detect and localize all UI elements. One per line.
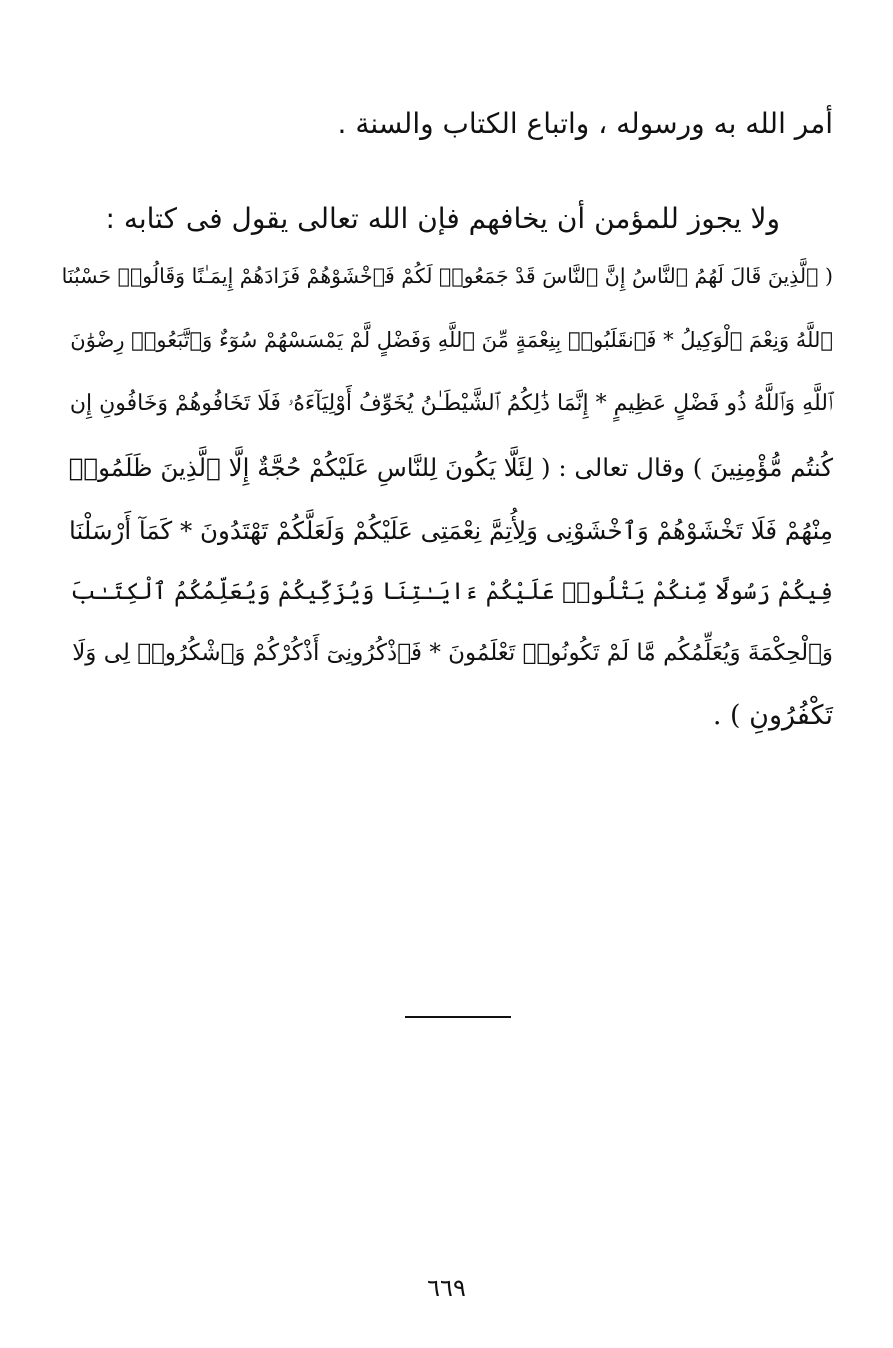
quran-line-5: مِنْهُمْ فَلَا تَخْشَوْهُمْ وَٱخْشَوْنِى وَلِأُتِمَّ نِعْمَتِى عَلَيْكُمْ وَلَعَلَّكُمْ تَهْتَدُونَ * كَمَآ أَرْسَلْنَا [69,516,833,545]
quran-line-3: ٱللَّهِ وَٱللَّهُ ذُو فَضْلٍ عَظِيمٍ * إِنَّمَا ذَٰلِكُمُ ٱلشَّيْطَـٰنُ يُخَوِّفُ أَوْلِيَآءَهُۥ فَلَا تَخَافُوهُمْ وَخَافُونِ إِن [69,391,833,416]
paragraph-2-line-1: ولا يجوز للمؤمن أن يخافهم فإن الله تعالى يقول فى كتابه : [105,202,780,235]
section-divider [405,1016,511,1018]
quran-line-2: ٱللَّهُ وَنِعْمَ ٱلْوَكِيلُ * فَٱنقَلَبُوا۟ بِنِعْمَةٍ مِّنَ ٱللَّهِ وَفَضْلٍ لَّمْ يَمْسَسْهُمْ سُوٓءٌ وَٱتَّبَعُوا۟ رِضْوَٰنَ [70,328,833,352]
quran-line-6: فِيكُمْ رَسُولًا مِّنكُمْ يَتْلُوا۟ عَلَيْكُمْ ءَايَـٰتِنَا وَيُزَكِّيكُمْ وَيُعَلِّمُكُمُ ٱلْكِتَـٰبَ [70,577,833,605]
quran-line-7: وَٱلْحِكْمَةَ وَيُعَلِّمُكُم مَّا لَمْ تَكُونُوا۟ تَعْلَمُونَ * فَٱذْكُرُونِىٓ أَذْكُرْكُمْ وَٱشْكُرُوا۟ لِى وَلَا [72,640,833,666]
quran-line-8: تَكْفُرُونِ ) . [712,700,833,731]
quran-line-4: كُنتُم مُّؤْمِنِينَ ) وقال تعالى : ( لِئَلَّا يَكُونَ لِلنَّاسِ عَلَيْكُمْ حُجَّةٌ إِلَّا ٱلَّذِينَ ظَلَمُوا۟ [68,453,833,482]
paragraph-1-line-1: أمر الله به ورسوله ، واتباع الكتاب والسنة . [337,107,833,140]
page-number: ٦٦٩ [427,1274,466,1302]
quran-line-1: ( ٱلَّذِينَ قَالَ لَهُمُ ٱلنَّاسُ إِنَّ ٱلنَّاسَ قَدْ جَمَعُوا۟ لَكُمْ فَٱخْشَوْهُمْ فَزَادَهُمْ إِيمَـٰنًا وَقَالُوا۟ حَسْبُنَا [61,264,833,288]
